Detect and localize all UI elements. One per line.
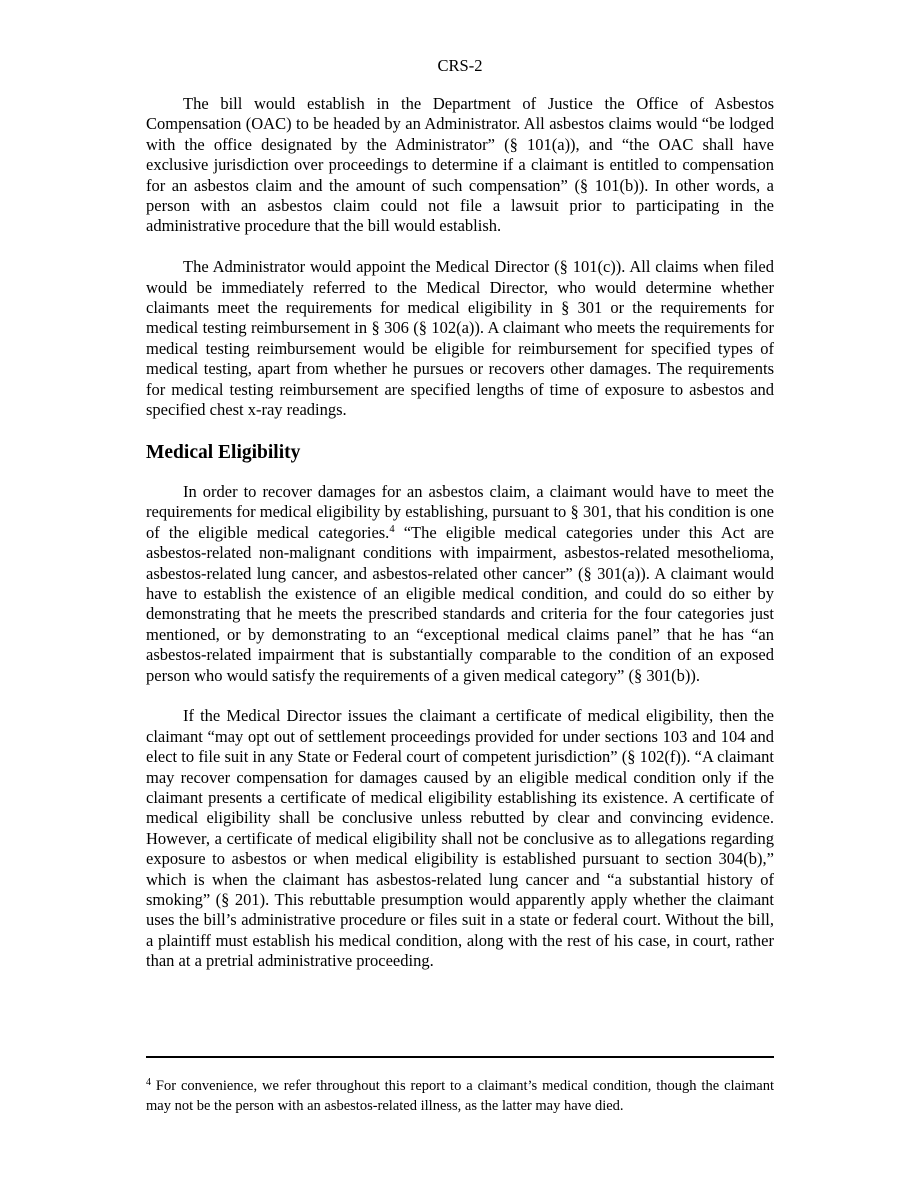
footnote-text: For convenience, we refer throughout this report to a claimant’s medical condition, though the claimant may not be the person with an asbestos-related illness, as the latter may have died.	[146, 1078, 774, 1114]
paragraph-medical-director: The Administrator would appoint the Medical Director (§ 101(c)). All claims when filed would be immediately referred to the Medical Director, who would determine whether claimants meet the requirements for medical eligibility in § 301 or the requirements for medical testing reimbursement in § 306 (§ 102(a)). A claimant who meets the requirements for medical testing reimbursement would be eligible for reimbursement for specified types of medical testing, apart from whether he pursues or recovers other damages. The requirements for medical testing reimbursement are specified lengths of time of exposure to asbestos and specified chest x-ray readings.	[146, 257, 774, 420]
section-heading-medical-eligibility: Medical Eligibility	[146, 441, 301, 463]
paragraph-eligible-categories	[146, 482, 774, 686]
paragraph-text-after-note: “The eligible medical categories under this Act are asbestos-related non-malignant conditions with impairment, asbestos-related mesothelioma, asbestos-related lung cancer, and asbestos-related other cancer” (§ 301(a)). A claimant would have to establish the existence of an eligible medical condition, and could do so either by demonstrating that he meets the prescribed standards and criteria for the four categories just mentioned, or by demonstrating to an “exceptional medical claims panel” that he has “an asbestos-related impairment that is substantially comparable to the condition of an exposed person who would satisfy the requirements of a given medical category” (§ 301(b)).	[146, 522, 774, 685]
body-text	[146, 94, 774, 992]
footnote-marker: 4	[146, 1077, 151, 1088]
footnote-reference[interactable]: 4	[389, 523, 395, 535]
paragraph-oac-establishment: The bill would establish in the Department of Justice the Office of Asbestos Compensation (OAC) to be headed by an Administrator. All asbestos claims would “be lodged with the office designated by the Administrator” (§ 101(a)), and “the OAC shall have exclusive jurisdiction over proceedings to determine if a claimant is entitled to compensation for an asbestos claim and the amount of such compensation” (§ 101(b)). In other words, a person with an asbestos claim could not file a lawsuit prior to participating in the administrative procedure that the bill would establish.	[146, 94, 774, 236]
footnote	[146, 1076, 774, 1116]
footnote-divider	[146, 1056, 774, 1058]
paragraph-text-before-note: In order to recover damages for an asbestos claim, a claimant would have to meet the requirements for medical eligibility by establishing, pursuant to § 301, that his condition is one of the eligible medical categories.	[146, 481, 774, 542]
page-header: CRS-2	[437, 56, 483, 75]
paragraph-certificate-of-eligibility: If the Medical Director issues the claimant a certificate of medical eligibility, then the claimant “may opt out of settlement proceedings provided for under sections 103 and 104 and elect to file suit in any State or Federal court of competent jurisdiction” (§ 102(f)). “A claimant may recover compensation for damages caused by an eligible medical condition only if the claimant presents a certificate of medical eligibility establishing its existence. A certificate of medical eligibility shall be conclusive unless rebutted by clear and convincing evidence. However, a certificate of medical eligibility shall not be conclusive as to allegations regarding exposure to asbestos or when medical eligibility is established pursuant to section 304(b),” which is when the claimant has asbestos-related lung cancer and “a substantial history of smoking” (§ 201). This rebuttable presumption would apparently apply whether the claimant uses the bill’s administrative procedure or files suit in a state or federal court. Without the bill, a plaintiff must establish his medical condition, along with the rest of his case, in court, rather than at a pretrial administrative proceeding.	[146, 706, 774, 971]
